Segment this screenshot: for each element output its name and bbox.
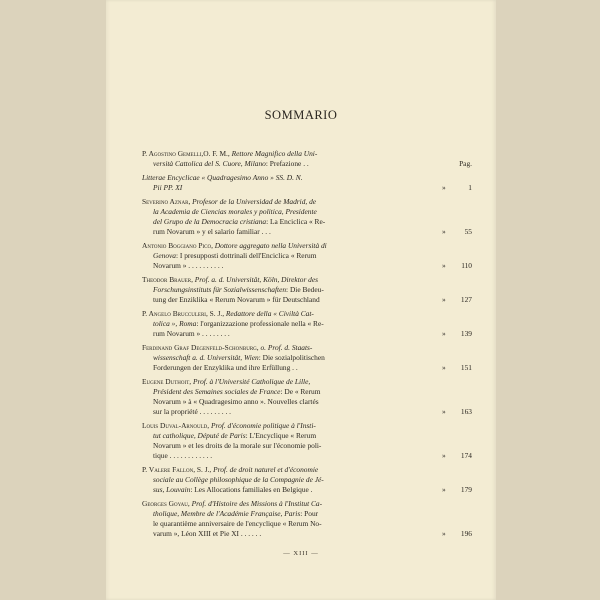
toc-line-text: [153, 295, 320, 305]
toc-text: : Prefazione . .: [265, 159, 309, 168]
toc-text: varum », Léon XIII et Pie XI . . . . . .: [153, 529, 262, 538]
toc-line-text: [153, 441, 321, 451]
toc-line-text: [142, 465, 318, 475]
toc-line-text: [142, 499, 322, 509]
page-ref-number: 127: [460, 295, 472, 304]
toc-line-text: [153, 387, 321, 397]
toc-text: ,: [191, 275, 195, 284]
toc-line: [142, 149, 472, 159]
toc-text: Litterae Encyclicae « Quadragesimo Anno » SS. D. N.: [142, 173, 303, 182]
page-ref: [442, 485, 472, 495]
toc-text: tung der Enziklika « Rerum Novarum » für Deutschland: [153, 295, 320, 304]
toc-text: sociale au Collège philosophique de la Compagnie de Jé-: [153, 475, 324, 484]
toc-entry: [142, 197, 472, 237]
toc-line: [142, 319, 472, 329]
toc-line-text: [153, 509, 318, 519]
toc-line-text: [142, 197, 316, 207]
author-name: P. Angelo Brucculeri: [142, 309, 206, 318]
toc-line: [142, 251, 472, 261]
toc-text: : Die Bedeu-: [286, 285, 324, 294]
toc-text: tholique, Membre de l'Académie Française, Paris: [153, 509, 301, 518]
toc-text: wissenschaft a. d. Universität, Wien: [153, 353, 259, 362]
toc-line: [142, 475, 472, 485]
toc-line-text: [153, 319, 324, 329]
toc-line: [142, 343, 472, 353]
page-ref: [442, 183, 472, 193]
toc-text: : I presupposti dottrinali dell'Enciclica « Rerum: [175, 251, 317, 260]
toc-text: Rettore Magnifico della Uni-: [231, 149, 318, 158]
author-name: Ferdinand Graf Degenfeld-Schonburg: [142, 343, 257, 352]
toc-line: [142, 295, 472, 305]
toc-text: tolica », Roma: [153, 319, 197, 328]
toc-line: [142, 431, 472, 441]
toc-entry: [142, 149, 472, 169]
toc-line-text: [142, 149, 317, 159]
toc-line-text: [153, 285, 324, 295]
toc-text: Prof. à l'Université Catholique de Lille,: [192, 377, 311, 386]
page-ref: [442, 159, 472, 169]
toc-line: [142, 261, 472, 271]
page-ref: [442, 295, 472, 305]
toc-line: [142, 387, 472, 397]
page-ref: [442, 329, 472, 339]
toc-text: ,: [256, 343, 261, 352]
toc-text: Prof. d'Histoire des Missions à l'Institut Ca-: [191, 499, 323, 508]
toc-line: [142, 173, 472, 183]
toc-line: [142, 397, 472, 407]
page-title: SOMMARIO: [264, 108, 338, 122]
toc-entry: [142, 377, 472, 417]
toc-line: [142, 285, 472, 295]
toc-text: Genova: [153, 251, 176, 260]
page-ref-number: 139: [460, 329, 472, 338]
ditto-mark: »: [442, 407, 446, 416]
toc-line: [142, 509, 472, 519]
toc-text: Président des Semaines sociales de France: [153, 387, 281, 396]
page-ref: [442, 529, 472, 539]
toc-line: [142, 529, 472, 539]
toc-entry: [142, 309, 472, 339]
toc-text: del Grupo de la Democracia cristiana: [153, 217, 267, 226]
toc-entry: [142, 173, 472, 193]
ditto-mark: »: [442, 529, 446, 538]
toc-line-text: [153, 261, 223, 271]
toc-text: : l'organizzazione professionale nella « Re-: [196, 319, 324, 328]
page-ref-number: Pag.: [459, 159, 472, 168]
toc-text: ,: [188, 197, 193, 206]
toc-line-text: [153, 475, 324, 485]
toc-line-text: [142, 343, 312, 353]
toc-line-text: [153, 519, 322, 529]
toc-entry: [142, 241, 472, 271]
toc-line: [142, 441, 472, 451]
author-name: P. Agostino Gemelli: [142, 149, 202, 158]
toc-text: Prof. a. d. Universität, Köln, Direktor des: [194, 275, 319, 284]
toc-entry: [142, 343, 472, 373]
toc-text: Dottore aggregato nella Università di: [214, 241, 327, 250]
page-ref-number: 179: [460, 485, 472, 494]
toc-line: [142, 451, 472, 461]
toc-text: rum Novarum » y el salario familiar . . .: [153, 227, 271, 236]
toc-line: [142, 519, 472, 529]
toc-text: sur la propriété . . . . . . . . .: [153, 407, 231, 416]
page-ref-number: 174: [460, 451, 472, 460]
toc-line: [142, 363, 472, 373]
toc-line: [142, 499, 472, 509]
toc-line-text: [153, 217, 325, 227]
page-ref: [442, 407, 472, 417]
author-name: Louis Duval-Arnould: [142, 421, 208, 430]
ditto-mark: »: [442, 485, 446, 494]
page-ref: [442, 451, 472, 461]
page-number: — XIII —: [283, 550, 319, 557]
toc-line-text: [142, 241, 327, 251]
toc-line: [142, 227, 472, 237]
ditto-mark: »: [442, 261, 446, 270]
toc-text: versità Cattolica del S. Cuore, Milano: [153, 159, 266, 168]
toc-line: [142, 485, 472, 495]
toc-line: [142, 275, 472, 285]
page-ref-number: 1: [468, 183, 472, 192]
page-ref-number: 151: [460, 363, 472, 372]
toc-text: Redattore della « Civiltà Cat-: [225, 309, 314, 318]
toc-line-text: [153, 159, 309, 169]
ditto-mark: »: [442, 295, 446, 304]
page-ref-number: 163: [460, 407, 472, 416]
toc-line: [142, 207, 472, 217]
author-name: P. Valere Fallon: [142, 465, 194, 474]
page-ref: [442, 227, 472, 237]
toc-text: tut catholique, Député de Paris: [153, 431, 246, 440]
toc-text: Forschungsinstituts für Sozialwissenschaften: [153, 285, 287, 294]
toc-text: Prof. d'économie politique à l'Insti-: [210, 421, 316, 430]
toc-text: ,O. F. M.,: [201, 149, 232, 158]
toc-text: : Les Allocations familiales en Belgique .: [190, 485, 313, 494]
page-ref: [442, 261, 472, 271]
ditto-mark: »: [442, 363, 446, 372]
ditto-mark: »: [442, 183, 446, 192]
toc-line: [142, 465, 472, 475]
toc-text: Novarum » à « Quadragesimo anno ». Nouvelles clartés: [153, 397, 319, 406]
ditto-mark: »: [442, 329, 446, 338]
toc-entry: [142, 499, 472, 539]
toc-line-text: [153, 431, 316, 441]
toc-text: tique . . . . . . . . . . . .: [153, 451, 213, 460]
toc-line-text: [153, 207, 317, 217]
toc-text: : La Enciclica « Re-: [266, 217, 326, 226]
toc-text: , S. J.,: [193, 465, 214, 474]
toc-text: : Die sozialpolitischen: [258, 353, 325, 362]
toc-text: Forderungen der Enzyklika und ihre Erfüllung . .: [153, 363, 298, 372]
toc-line: [142, 421, 472, 431]
toc-line-text: [153, 407, 231, 417]
toc-line-text: [142, 309, 314, 319]
toc-line-text: [153, 363, 298, 373]
author-name: Georges Goyau: [142, 499, 188, 508]
toc-line-text: [153, 451, 212, 461]
toc-line: [142, 159, 472, 169]
ditto-mark: »: [442, 451, 446, 460]
toc-line: [142, 377, 472, 387]
toc-line: [142, 217, 472, 227]
toc-entry: [142, 421, 472, 461]
author-name: Theodor Brauer: [142, 275, 192, 284]
page-ref-number: 196: [460, 529, 472, 538]
toc-text: rum Novarum » . . . . . . . .: [153, 329, 230, 338]
toc-line-text: [142, 421, 316, 431]
toc-text: o. Prof. d. Staats-: [260, 343, 313, 352]
toc-line-text: [153, 485, 313, 495]
author-name: Severino Aznar: [142, 197, 189, 206]
toc-text: : De « Rerum: [280, 387, 321, 396]
toc-line: [142, 241, 472, 251]
toc-text: le quarantième anniversaire de l'encyclique « Rerum No-: [153, 519, 322, 528]
toc-text: ,: [207, 421, 211, 430]
author-name: Antonio Boggiano Pico: [142, 241, 212, 250]
toc-line-text: [153, 251, 316, 261]
toc-text: : Pour: [300, 509, 319, 518]
toc-text: Prof. de droit naturel et d'économie: [213, 465, 319, 474]
page-ref-number: 110: [461, 261, 472, 270]
toc-entry: [142, 465, 472, 495]
toc-text: : L'Encyclique « Rerum: [245, 431, 317, 440]
toc-line: [142, 353, 472, 363]
toc-line-text: [153, 329, 230, 339]
toc-text: Novarum » et les droits de la morale sur l'économie poli-: [153, 441, 322, 450]
toc-line-text: [153, 397, 319, 407]
toc-text: sus, Louvain: [153, 485, 191, 494]
toc-line: [142, 309, 472, 319]
book-page: [106, 0, 496, 600]
toc-line-text: [153, 529, 261, 539]
page-ref-number: 55: [464, 227, 472, 236]
toc-line-text: [142, 377, 310, 387]
toc-text: la Academia de Ciencias morales y politica, Presidente: [153, 207, 317, 216]
page-ref: [442, 363, 472, 373]
toc-line-text: [142, 173, 303, 183]
author-name: Eugene Duthoit: [142, 377, 190, 386]
toc-text: ,: [211, 241, 215, 250]
toc-text: Profesor de la Universidad de Madrid, de: [192, 197, 317, 206]
toc-text: ,: [187, 499, 192, 508]
toc-line: [142, 197, 472, 207]
toc-line: [142, 329, 472, 339]
toc-line-text: [142, 275, 318, 285]
toc-line-text: [153, 183, 182, 193]
ditto-mark: »: [442, 227, 446, 236]
toc-line: [142, 407, 472, 417]
toc-line: [142, 183, 472, 193]
toc-text: Novarum » . . . . . . . . . .: [153, 261, 224, 270]
toc-line-text: [153, 227, 271, 237]
toc-text: , S. J.,: [205, 309, 226, 318]
toc-text: Pii PP. XI: [153, 183, 183, 192]
toc-line-text: [153, 353, 325, 363]
toc-text: ,: [189, 377, 193, 386]
toc-entry: [142, 275, 472, 305]
table-of-contents: [142, 149, 472, 543]
